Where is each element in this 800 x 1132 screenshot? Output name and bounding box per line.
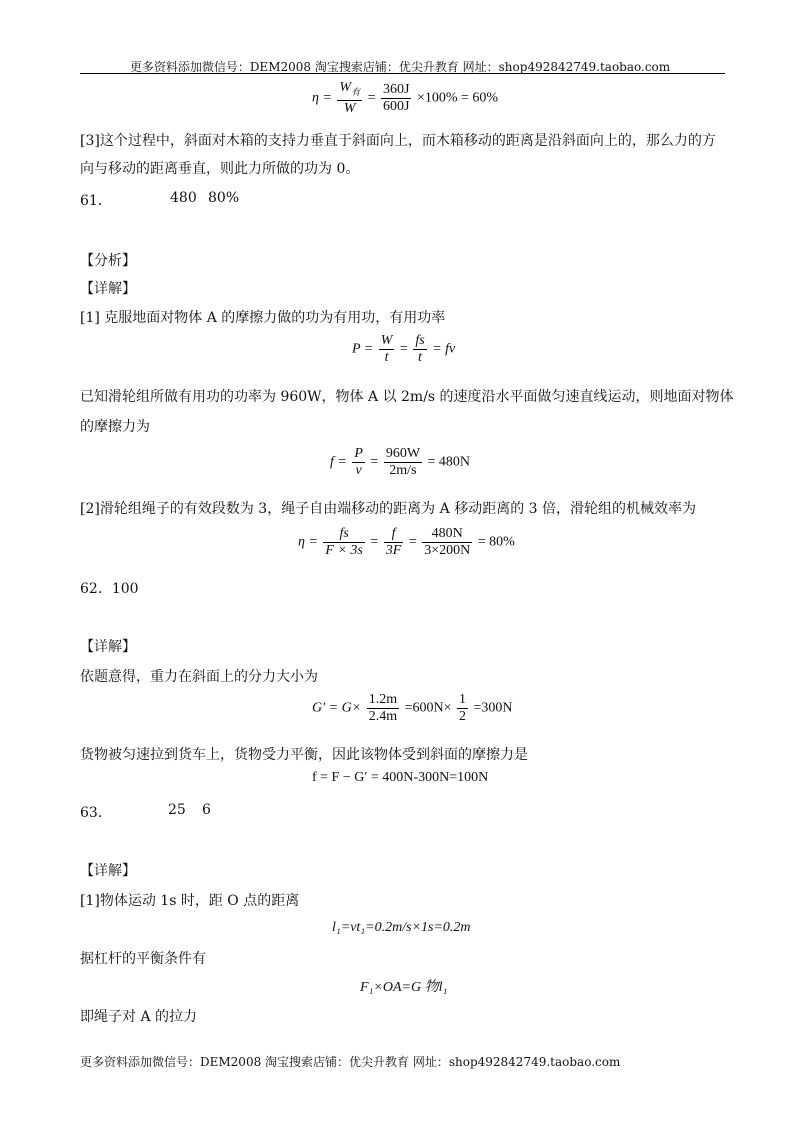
eq1-eta: η = [312, 90, 332, 106]
efficiency-equation [312, 80, 498, 117]
paragraph-line: 向与移动的距离垂直，则此力所做的功为 0。 [80, 161, 360, 177]
detail-heading: 【详解】 [80, 863, 136, 879]
paragraph-line: [1] 克服地面对物体 A 的摩擦力做的功为有用功，有用功率 [80, 310, 446, 326]
header-rule [80, 73, 725, 74]
answer-61-a: 480 [170, 190, 197, 206]
paragraph-line: 即绳子对 A 的拉力 [80, 1009, 198, 1025]
answer-63-a: 25 [168, 802, 186, 818]
eq1-eq: = [367, 90, 376, 106]
paragraph-line: [1]物体运动 1s 时，距 O 点的距离 [80, 893, 300, 909]
distance-equation: l₁=vt₁=0.2m/s×1s=0.2m [332, 920, 471, 935]
paragraph-line: 货物被匀速拉到货车上，货物受力平衡，因此该物体受到斜面的摩擦力是 [80, 747, 528, 763]
paragraph-line: 的摩擦力为 [80, 419, 150, 435]
page-header: 更多资料添加微信号：DEM2008 淘宝搜索店铺：优尖升教育 网址：shop492842749.taobao.com [129, 60, 671, 74]
question-62-number: 62．100 [80, 581, 139, 597]
page-footer: 更多资料添加微信号：DEM2008 淘宝搜索店铺：优尖升教育 网址：shop492842749.taobao.com [80, 1055, 621, 1069]
friction-equation: f = $\frac{P}{v}$ = $\frac{960W}{2m/s}$ = 480N [330, 446, 471, 478]
question-63-number: 63． [80, 805, 112, 821]
detail-heading: 【详解】 [80, 281, 136, 297]
detail-heading: 【详解】 [80, 639, 136, 655]
paragraph-line: 据杠杆的平衡条件有 [80, 951, 206, 967]
gravity-component-equation: G′ = G× $\frac{1.2m}{2.4m}$ =600N× $\frac{1}{2}$ =300N [312, 692, 513, 724]
eq1-num: $W_有$ [337, 80, 362, 101]
eq1-den2: 600J [383, 98, 410, 114]
paragraph-line: [2]滑轮组绳子的有效段数为 3，绳子自由端移动的距离为 A 移动距离的 3 倍，滑轮组的机械效率为 [80, 501, 697, 517]
answer-63-b: 6 [202, 802, 211, 818]
question-61-number: 61． [80, 193, 112, 209]
paragraph-line: 已知滑轮组所做有用功的功率为 960W，物体 A 以 2m/s 的速度沿水平面做匀速直线运动，则地面对物体 [80, 389, 734, 405]
pulley-efficiency-equation: η = $\frac{fs}{F \times 3s}$ = $\frac{f}{3F}$ = $\frac{480N}{3\times 200N}$ = 80% [298, 526, 515, 558]
analysis-heading: 【分析】 [80, 253, 136, 269]
answer-61-b: 80% [208, 190, 240, 206]
eq1-den: W [343, 100, 356, 116]
lever-balance-equation: F₁×OA=G 物l₁ [360, 980, 448, 995]
paragraph-line: [3]这个过程中，斜面对木箱的支持力垂直于斜面向上，而木箱移动的距离是沿斜面向上的，那么力的方 [80, 133, 716, 149]
power-equation: P = $\frac{W}{t}$ = $\frac{fs}{t}$ = fv [352, 333, 456, 365]
eq1-tail: ×100% = 60% [416, 90, 499, 106]
incline-friction-equation: f = F − G′ = 400N-300N=100N [312, 770, 489, 785]
eq1-num2: 360J [383, 81, 410, 97]
paragraph-line: 依题意得，重力在斜面上的分力大小为 [80, 669, 318, 685]
